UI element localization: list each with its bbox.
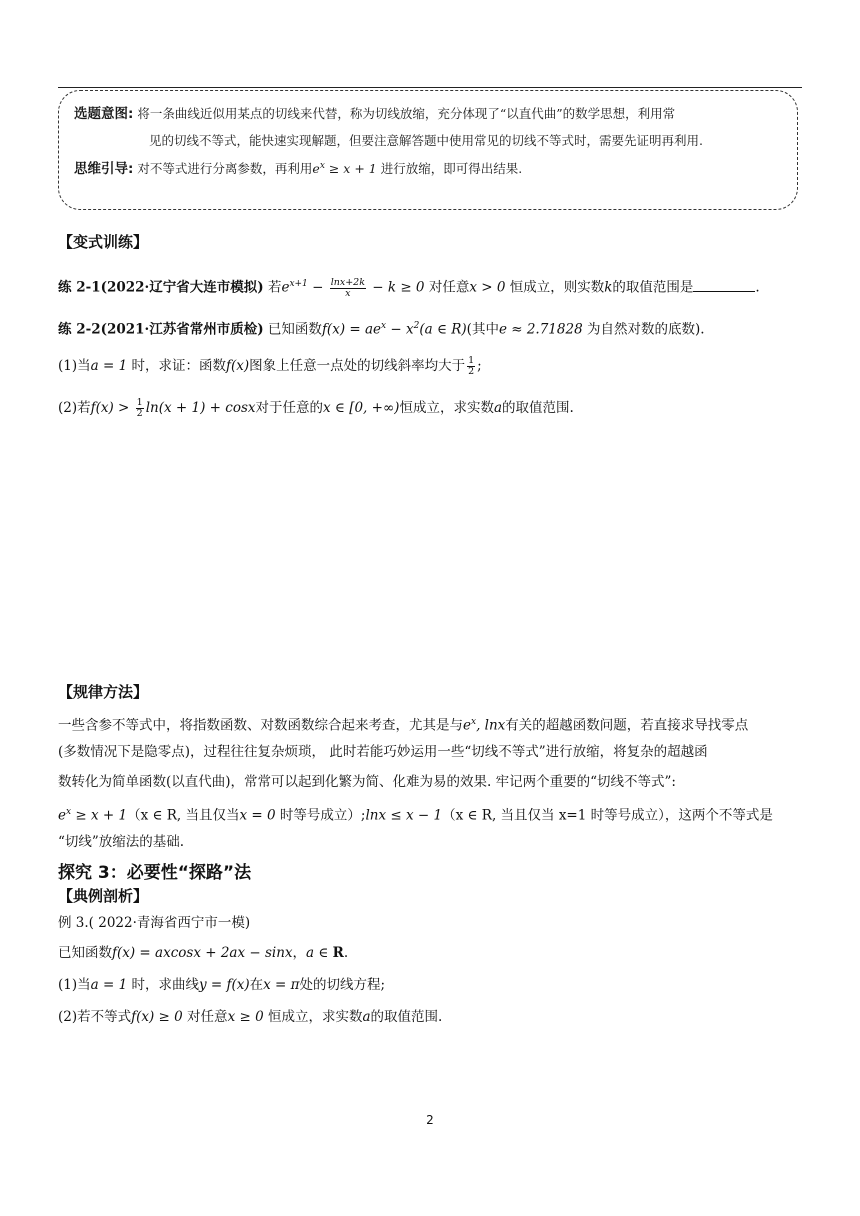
problem-2-1 xyxy=(58,274,760,299)
method-l4-cond1-post: 时等号成立）; xyxy=(275,807,366,824)
method-l1-ln: , lnx xyxy=(476,717,506,734)
ex-a: a ∈ xyxy=(306,945,333,961)
intent-line-1 xyxy=(74,106,675,122)
ex-q1-pre: (1)当 xyxy=(58,977,91,993)
example-statement xyxy=(58,943,348,963)
problem-2-2-q1 xyxy=(58,356,482,377)
p2-func2: − x xyxy=(386,321,414,338)
page-number: 2 xyxy=(426,1113,434,1127)
ex-q2-cond: x ≥ 0 xyxy=(227,1009,264,1025)
p1-fraction xyxy=(330,278,366,299)
method-l4-cond2: （x ∈ R, 当且仅当 x=1 时等号成立），这两个不等式是 xyxy=(442,807,773,824)
problem-2-2-label: 练 2-2(2021·江苏省常州市质检) xyxy=(58,321,264,338)
q1-fraction xyxy=(467,356,475,377)
ex-q1-tail: 处的切线方程; xyxy=(299,977,386,993)
method-l4-cond1-math: x = 0 xyxy=(239,807,276,824)
p2-note-post: 为自然对数的底数). xyxy=(582,321,705,338)
method-line-5: “切线”放缩法的基础. xyxy=(58,834,185,850)
ex-pre: 已知函数 xyxy=(58,945,112,961)
p1-mid: 对任意 xyxy=(424,279,470,296)
guide-post: 进行放缩，即可得出结果. xyxy=(376,161,523,177)
ex-mid: ， xyxy=(292,945,307,961)
problem-2-2-q2 xyxy=(58,398,574,419)
q1-den: 2 xyxy=(468,366,475,377)
p1-k: k xyxy=(604,279,613,296)
ex-q1-curve: y = f(x) xyxy=(198,977,250,993)
q2-fraction xyxy=(136,398,144,419)
method-l4-cond1-pre: （x ∈ R, 当且仅当 xyxy=(127,807,240,824)
p1-e: e xyxy=(281,279,290,296)
q2-end: 的取值范围. xyxy=(502,400,574,416)
p1-frac-num: lnx+2k xyxy=(330,276,365,288)
p1-minus: − xyxy=(307,279,328,296)
p1-tail2: 的取值范围是 xyxy=(612,279,694,296)
ex-q2-pre: (2)若不等式 xyxy=(58,1009,132,1025)
intent-text-1: 将一条曲线近似用某点的切线来代替，称为切线放缩，充分体现了“以直代曲”的数学思想，利用常 xyxy=(137,106,676,121)
q2-rest: ln(x + 1) + cosx xyxy=(145,400,256,416)
ex-q1-a: a = 1 xyxy=(90,977,128,993)
method-l4-ln: lnx ≤ x − 1 xyxy=(365,807,443,824)
method-l1-pre: 一些含参不等式中，将指数函数、对数函数综合起来考查，尤其是与 xyxy=(58,717,463,734)
intent-line-2 xyxy=(149,133,703,149)
q2-mid: 对于任意的 xyxy=(255,400,323,416)
ex-R: R xyxy=(332,945,344,961)
explore-heading: 探究 3：必要性“探路”法 xyxy=(58,863,252,883)
p1-pre: 若 xyxy=(267,279,282,296)
q1-end: ; xyxy=(477,358,482,374)
guide-line xyxy=(74,158,522,177)
ex-func: f(x) = axcosx + 2ax − sinx xyxy=(112,945,293,961)
p2-func: f(x) = ae xyxy=(321,321,382,338)
guide-ineq-sup: x xyxy=(319,161,325,171)
q1-a: a = 1 xyxy=(90,358,128,374)
ex-q1-pt: x = π xyxy=(263,977,300,993)
q2-den: 2 xyxy=(136,408,143,419)
example-heading: 【典例剖析】 xyxy=(58,887,149,905)
ex-q2-mid: 对任意 xyxy=(182,1009,228,1025)
p2-func3: (a ∈ R) xyxy=(419,321,467,338)
method-l4-sup: x xyxy=(66,807,72,817)
q2-pre: (2)若 xyxy=(58,400,91,416)
guide-ineq-base: e xyxy=(312,161,320,177)
p1-sup: x+1 xyxy=(289,279,308,289)
method-line-2: (多数情况下是隐零点)，过程往往复杂烦琐， 此时若能巧妙运用一些“切线不等式”进行放缩，将复杂的超越函 xyxy=(58,744,708,760)
p1-tail1: 恒成立，则实数 xyxy=(505,279,605,296)
method-heading: 【规律方法】 xyxy=(58,683,149,701)
q1-pre: (1)当 xyxy=(58,358,91,374)
p1-cond: x > 0 xyxy=(469,279,506,296)
intent-text-2: 见的切线不等式，能快速实现解题，但要注意解答题中使用常见的切线不等式时，需要先证明再利用. xyxy=(149,133,703,148)
problem-2-2 xyxy=(58,316,705,340)
problem-2-1-label: 练 2-1(2022·辽宁省大连市模拟) xyxy=(58,279,264,296)
p2-sup: x xyxy=(381,321,387,331)
ex-q2-a: a xyxy=(362,1009,371,1025)
ex-q2-end: 的取值范围. xyxy=(370,1009,443,1025)
method-l4-ineq: ≥ x + 1 xyxy=(71,807,128,824)
variant-heading: 【变式训练】 xyxy=(58,233,149,251)
p1-rest: − k ≥ 0 xyxy=(367,279,425,296)
q1-num: 1 xyxy=(468,355,475,366)
p1-end: . xyxy=(755,279,760,296)
intent-label: 选题意图: xyxy=(74,106,134,122)
q1-tail: 图象上任意一点处的切线斜率均大于 xyxy=(249,358,466,374)
q1-mid: 时，求证：函数 xyxy=(127,358,226,374)
ex-q1-mid: 时，求曲线 xyxy=(127,977,199,993)
q1-f: f(x) xyxy=(225,358,250,374)
p2-note-e: e ≈ 2.71828 xyxy=(498,321,583,338)
ex-q2-ineq: f(x) ≥ 0 xyxy=(131,1009,183,1025)
ex-end: . xyxy=(343,945,349,961)
header-rule xyxy=(58,87,802,88)
method-line-1 xyxy=(58,712,748,736)
p2-note-pre: (其中 xyxy=(466,321,499,338)
method-l1-e: e xyxy=(463,717,471,734)
p1-frac-den: x xyxy=(345,287,351,299)
q2-f: f(x) > xyxy=(90,400,134,416)
answer-blank[interactable] xyxy=(693,279,755,292)
ex-q2-tail: 恒成立，求实数 xyxy=(263,1009,363,1025)
q2-range: x ∈ [0, +∞) xyxy=(323,400,400,416)
p2-sup2: 2 xyxy=(413,321,420,331)
q2-num: 1 xyxy=(136,397,143,408)
method-l1-sup: x xyxy=(471,717,477,727)
method-l4-e: e xyxy=(58,807,66,824)
example-q1 xyxy=(58,975,385,995)
guide-ineq-rest: ≥ x + 1 xyxy=(324,161,377,177)
q2-a: a xyxy=(493,400,503,416)
method-line-3: 数转化为简单函数(以直代曲)，常常可以起到化繁为简、化难为易的效果. 牢记两个重要的“切线不等式”: xyxy=(58,774,676,790)
ex-q1-at: 在 xyxy=(249,977,264,993)
guide-label: 思维引导: xyxy=(74,161,134,178)
method-l1-post: 有关的超越函数问题，若直接求导找零点 xyxy=(505,717,749,734)
guide-pre: 对不等式进行分离参数，再利用 xyxy=(137,161,313,177)
example-q2 xyxy=(58,1007,442,1027)
example-label: 例 3.( 2022·青海省西宁市一模) xyxy=(58,915,251,931)
q2-tail: 恒成立，求实数 xyxy=(399,400,494,416)
method-line-4 xyxy=(58,802,773,826)
p2-pre: 已知函数 xyxy=(263,321,322,338)
